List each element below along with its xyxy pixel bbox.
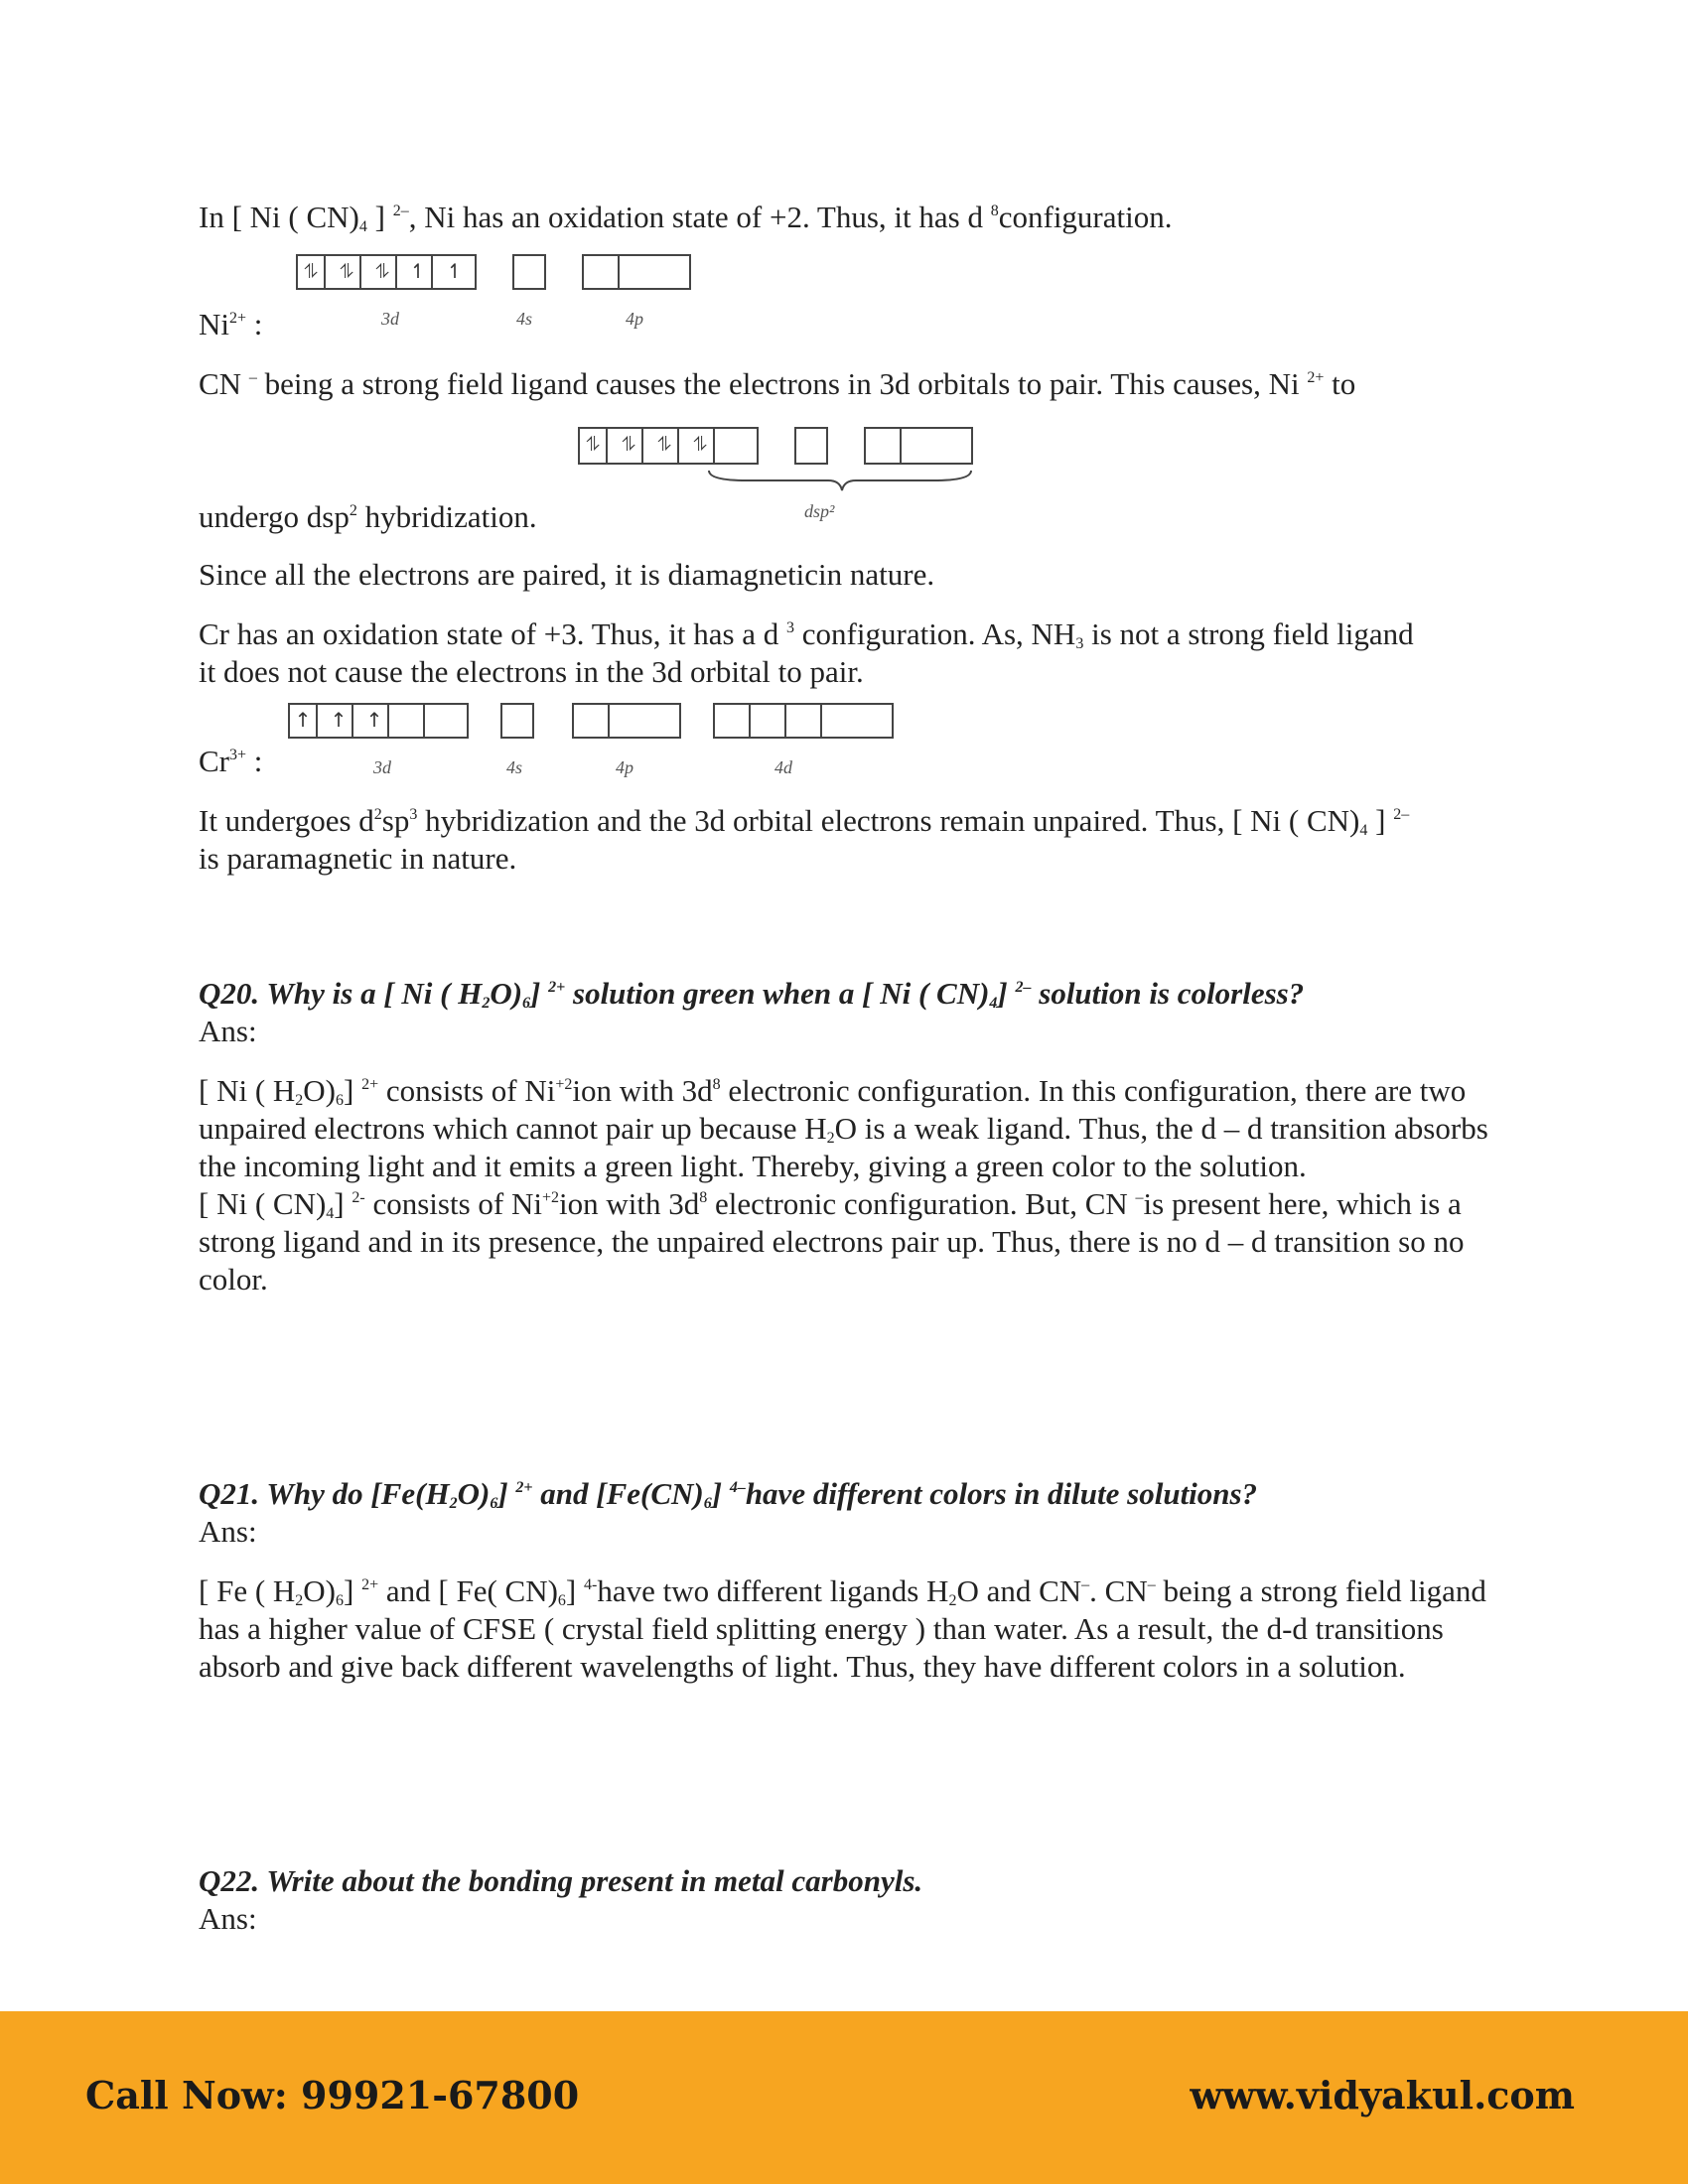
orbital-4s-box	[794, 427, 828, 465]
orbital-cell: ⥮	[369, 256, 397, 288]
orbital-cell: ⥮	[580, 429, 608, 463]
hybrid-brace	[707, 467, 975, 496]
orbital-cell: ↑	[326, 705, 353, 737]
label-4p: 4p	[616, 757, 633, 777]
dsp2-text: undergo dsp$^2$ hybridization.	[199, 499, 537, 534]
q22-question: Q22. Write about the bonding present in metal carbonyls.	[199, 1863, 923, 1898]
label-dsp2: dsp²	[804, 501, 835, 521]
label-4s: 4s	[506, 757, 523, 777]
orbital-4p-box	[572, 703, 681, 739]
diamagnetic-text: Since all the electrons are paired, it is diamagneticin nature.	[199, 557, 935, 592]
orbital-cell: ⥮	[616, 429, 643, 463]
call-now-text[interactable]: Call Now: 99921-67800	[85, 2073, 580, 2117]
label-3d: 3d	[373, 757, 391, 777]
orbital-4p-box	[582, 254, 691, 290]
orbital-4p-box	[864, 427, 973, 465]
q21-question: Q21. Why do $[Fe(H_2O)_6]$ $^{2+}$ and $[Fe(CN)_6]$ $^{4-}$have different colors in dilute solutions?	[199, 1476, 1258, 1512]
orbital-cell: ↑	[290, 705, 318, 737]
footer-bar	[0, 2011, 1688, 2184]
orbital-4d-box	[713, 703, 894, 739]
ni-ion-label: $Ni^{2+}$ :	[199, 307, 263, 341]
orbital-cell: ⥮	[334, 256, 361, 288]
label-4d: 4d	[774, 757, 792, 777]
q20-ans-label: Ans:	[199, 1014, 257, 1048]
label-4s: 4s	[516, 309, 533, 329]
ni-cn4-intro: In [ Ni ( $CN)_4$ ] $^{2-}$, Ni has an oxidation state of +2. Thus, it has d $^8$configuration.	[199, 200, 1173, 235]
cr-oxidation-text: Cr has an oxidation state of +3. Thus, it has a d $^3$ configuration. As, $NH_3$ is not a strong field ligand it does not cause the electrons in the 3d orbital to pair.	[199, 616, 1414, 689]
label-4p: 4p	[626, 309, 643, 329]
orbital-cell: ⥮	[651, 429, 679, 463]
q21-ans-label: Ans:	[199, 1514, 257, 1549]
orbital-cell: ↑	[361, 705, 389, 737]
orbital-cell: ⥮	[298, 256, 326, 288]
orbital-cell: ⥮	[687, 429, 715, 463]
orbital-4s-box	[512, 254, 546, 290]
label-3d: 3d	[381, 309, 399, 329]
cn-strong-field-text: CN – being a strong field ligand causes the electrons in 3d orbitals to pair. This causes, Ni $^{2+}$ to	[199, 366, 1356, 401]
paramagnetic-text: It undergoes $d^2sp^3$ hybridization and the 3d orbital electrons remain unpaired. Thus, [ Ni ( $CN)_4$ ] $^{2-}$ is paramagnetic in nature.	[199, 803, 1410, 876]
orbital-4s-box	[500, 703, 534, 739]
q22-ans-label: Ans:	[199, 1901, 257, 1936]
orbital-cell: ↿	[446, 259, 464, 283]
orbital-cell	[397, 705, 425, 737]
cr-ion-label: $Cr^{3+}$ :	[199, 744, 263, 778]
orbital-cell	[433, 705, 461, 737]
q20-question: Q20. Why is a [ Ni ( $H_2O)_6$] $^{2+}$ solution green when a [ Ni ( $CN)_4$] $^{2-}$ solution is colorless?	[199, 976, 1305, 1012]
orbital-cell	[723, 429, 761, 463]
q20-answer: [ Ni ( $H_2O)_6$] $^{2+}$ consists of $Ni^{+2}ion$ with $3d^8$ electronic configuration. In this configuration, there are two unpaired electrons which cannot pair up because $H_2O$ is a weak ligand. Thus, the d – d transition absorbs the incoming light and it emits a green light. Thereby, giving a green color to the solution. [ Ni ( $CN)_4$] $^{2-}$ consists of $Ni^{+2}ion$ with $3d^8$ electronic configuration. But, CN –is present here, which is a strong ligand and in its presence, the unpaired electrons pair up. Thus, there is no d – d transition so no color.	[199, 1073, 1488, 1297]
orbital-cell: ↿	[405, 256, 433, 288]
q21-answer: [ Fe ( $H_2O)_6$] $^{2+}$ and [ Fe( $CN)_6$] $^{4-}$have two different ligands $H_2O$ and CN–. CN– being a strong field ligand has a higher value of CFSE ( crystal field splitting energy ) than water. As a result, the d-d transitions absorb and give back different wavelengths of light. Thus, they have different colors in a solution.	[199, 1573, 1486, 1684]
website-link[interactable]: www.vidyakul.com	[1190, 2073, 1575, 2117]
